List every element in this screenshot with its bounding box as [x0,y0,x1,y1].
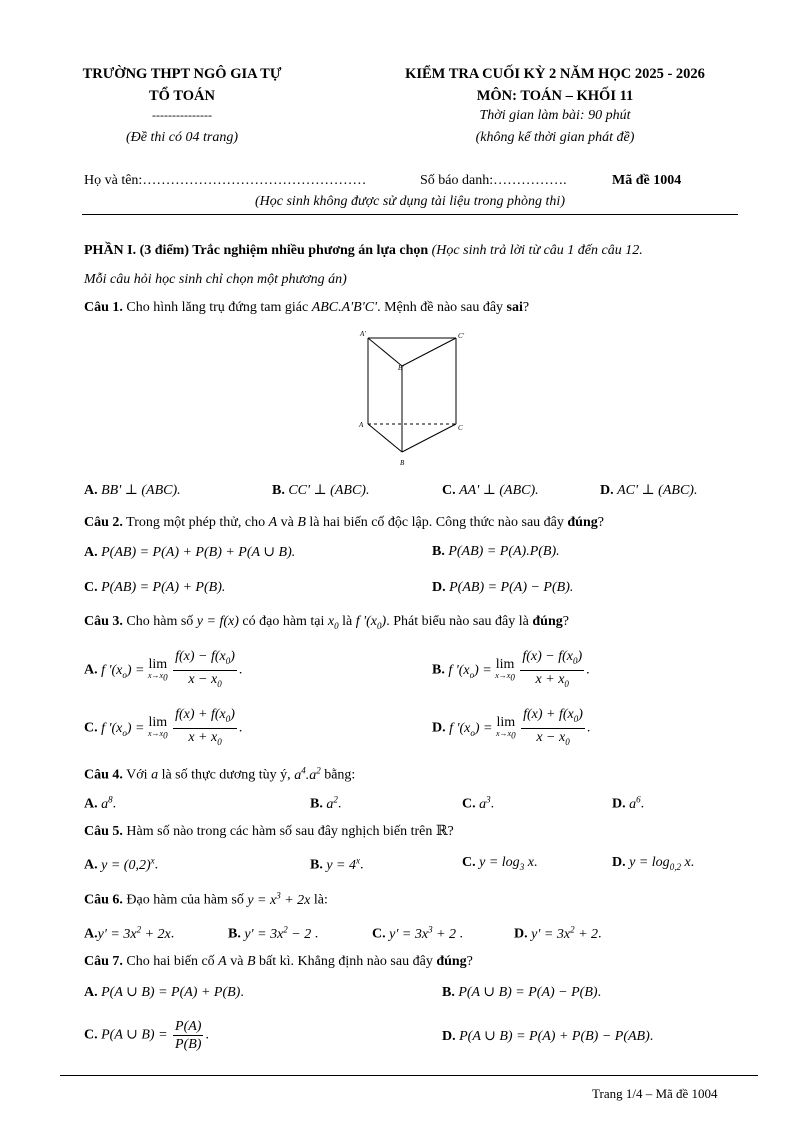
q5-option-c[interactable]: C. $y = \log_3 x$. [462,855,538,872]
q6-option-a[interactable]: $A.y' = 3x^2 + 2x$. [84,924,175,942]
question-7 [84,954,473,970]
q1-prism: ABC.A'B'C' [311,300,378,315]
part1-instruction-2: Mỗi câu hỏi học sinh chỉ chọn một phương án) [84,272,347,287]
label-b: B [400,459,405,467]
q7-label: Câu 7. [84,954,123,969]
option-letter: C. [462,796,476,812]
part1-heading [84,243,643,259]
q4-expression: $a^4.a^2$ [294,765,321,783]
q3-option-d[interactable]: D. f '$(x_o)$ = lim $x\to x_0$ $\frac{f(x) + f(x_0)}{x - x_0}$ . [432,707,591,747]
q3-option-c[interactable]: C. f '$(x_o)$ = lim $x\to x_0$ $\frac{f(x) + f(x_0)}{x + x_0}$ . [84,707,243,747]
option-letter: B. [310,796,323,812]
q1-option-a[interactable] [84,482,181,499]
option-text: P(AB) = P(A).P(B). [448,544,560,559]
q7-option-a[interactable]: A. P(A ∪ B) = P(A) + P(B). [84,985,244,1000]
q2-option-c[interactable] [84,580,225,596]
q3-label: Câu 3. [84,614,123,629]
header-dashes: --------------- [152,108,212,122]
option-letter: D. [612,855,626,870]
q1-option-b[interactable] [272,482,369,499]
option-letter: A. [84,545,98,560]
q7-text-a: Cho hai biến cố [126,954,215,969]
option-letter: A. [84,985,98,1000]
q5-set: ℝ [435,823,448,839]
label-a1: A' [360,330,366,338]
option-text: P(AB) = P(A) + P(B) + P(A ∪ B). [101,545,296,560]
question-2 [84,515,604,531]
option-letter: A. [84,662,98,678]
question-6 [84,890,328,909]
q3-option-a[interactable]: A. f '$(x_o)$ = lim $x\to x_0$ $\frac{f(x) - f(x_0)}{x - x_0}$ . [84,649,243,689]
q4-option-a[interactable]: A. $a^8$. [84,794,117,812]
label-a: A [359,421,364,429]
option-letter: B. [272,483,285,498]
q1-option-d[interactable] [600,482,697,499]
exam-code: Mã đề 1004 [612,173,682,188]
option-letter: B. [432,662,445,678]
q5-end: ? [447,824,454,839]
q6-label: Câu 6. [84,892,123,908]
no-materials-note: (Học sinh không được sử dụng tài liệu trong phòng thi) [255,194,565,209]
option-letter: A. [84,483,98,498]
option-text: P(AB) = P(A) + P(B). [101,580,226,595]
exam-time-note: (không kể thời gian phát đề) [475,130,635,145]
q2-var-b: B [297,515,306,530]
prism-figure [340,326,480,474]
q5-option-d[interactable]: D. $y = \log_{0,2} x$. [612,855,695,872]
q3-option-b[interactable]: B. f '$(x_o)$ = lim $x\to x_0$ $\frac{f(x) - f(x_0)}{x + x_0}$ . [432,649,590,689]
q6-option-d[interactable]: D. $y' = 3x^2 + 2$. [514,924,602,942]
question-1 [84,300,529,316]
q7-option-d[interactable]: D. P(A ∪ B) = P(A) + P(B) − P(AB). [442,1029,654,1044]
option-text: P(AB) = P(A) − P(B). [449,580,574,595]
q3-text-c: là [342,614,353,629]
q2-text-a: Trong một phép thử, cho [126,515,266,530]
q5-option-a[interactable]: A. $y = (0,2)^x$. [84,855,159,873]
option-letter: C. [84,1027,98,1043]
q4-text-b: là số thực dương tùy ý, [161,767,291,783]
option-letter: C. [372,926,386,942]
q1-text-b: . Mệnh đề nào sau đây [377,300,504,315]
q3-text-b: có đạo hàm tại [242,614,325,629]
q2-option-a[interactable] [84,544,295,561]
q2-text-b: và [280,515,294,530]
option-letter: C. [442,483,456,498]
q4-label: Câu 4. [84,767,123,783]
option-letter: B. [442,985,455,1000]
option-letter: D. [432,720,446,736]
q5-option-b[interactable]: B. $y = 4^x$. [310,855,364,873]
q3-text-a: Cho hàm số [126,614,194,629]
question-5 [84,823,454,840]
q2-emph: đúng [567,515,598,530]
q2-var-a: A [268,515,278,530]
q2-option-b[interactable] [432,544,560,560]
option-letter: C. [84,580,98,595]
student-name-field: Họ và tên:………………………………………… [84,173,367,188]
q7-option-c[interactable]: C. P(A ∪ B) = $\frac{P(A)}{P(B)}$ . [84,1019,209,1052]
question-4 [84,765,355,784]
q5-label: Câu 5. [84,824,123,839]
q4-text-a: Với [126,767,148,783]
q3-derivative: f '$(x_0)$ [355,614,387,631]
option-text: CC' ⊥ (ABC). [288,483,370,498]
q5-text: Hàm số nào trong các hàm số sau đây nghịch biến trên [126,824,433,839]
q2-text-d: ? [597,515,604,530]
student-id-field: Số báo danh:……………. [420,173,567,188]
option-letter: D. [612,796,626,812]
q1-label: Câu 1. [84,300,123,315]
option-letter: B. [228,926,241,942]
option-letter: A. [84,857,98,873]
label-b1: B' [398,364,404,372]
q2-option-d[interactable] [432,580,573,596]
q6-option-c[interactable]: C. $y' = 3x^3 + 2$ . [372,924,464,942]
option-letter: D. [514,926,528,942]
option-letter: C. [462,855,476,870]
edge-ab [368,424,402,452]
q1-text-c: ? [522,300,530,315]
option-letter: B. [310,857,323,873]
edge-a1b1 [368,338,402,366]
option-letter: D. [442,1029,456,1044]
q6-end: là: [313,892,328,908]
exam-title: KIỂM TRA CUỐI KỲ 2 NĂM HỌC 2025 - 2026 [405,66,705,82]
q7-emph: đúng [436,954,467,969]
q6-text: Đạo hàm của hàm số [126,892,244,908]
option-letter: B. [432,544,445,559]
q7-var-a: A [218,954,227,969]
option-letter: D. [600,483,614,498]
q3-text-e: ? [562,614,569,629]
exam-time: Thời gian làm bài: 90 phút [479,108,631,123]
q2-text-c: là hai biến cố độc lập. Công thức nào sau đây [309,515,564,530]
q3-func: y = f(x) [196,614,239,629]
edge-b1c1 [402,338,456,366]
label-c1: C' [458,332,465,340]
q1-text-a: Cho hình lăng trụ đứng tam giác [126,300,309,315]
part1-title: PHẦN I. (3 điểm) Trắc nghiệm nhiều phương án lựa chọn [84,243,429,258]
option-text: BB' ⊥ (ABC). [101,483,181,498]
q3-point: $x_0$ [327,614,339,631]
q7-option-b[interactable]: B. P(A ∪ B) = P(A) − P(B). [442,985,602,1000]
q2-label: Câu 2. [84,515,123,530]
edge-bc [402,424,456,452]
label-c: C [458,424,463,432]
q1-emph: sai [506,300,523,315]
q4-text-c: bằng: [324,767,356,783]
q6-option-b[interactable]: B. $y' = 3x^2 - 2$ . [228,924,319,942]
q6-function: $y = x^3 + 2x$ [247,890,311,908]
page-footer: Trang 1/4 – Mã đề 1004 [592,1086,718,1101]
q1-option-c[interactable] [442,482,539,499]
q4-option-c[interactable]: C. $a^3$. [462,794,495,812]
q7-text-c: bất kì. Khẳng định nào sau đây [259,954,433,969]
option-letter: D. [432,580,446,595]
pages-note: (Đề thi có 04 trang) [126,130,238,145]
q4-option-b[interactable]: B. $a^2$. [310,794,342,812]
department-name: TỔ TOÁN [149,88,215,104]
q3-text-d: . Phát biểu nào sau đây là [386,614,529,629]
option-letter: A. [84,796,98,812]
option-letter: A. [84,926,98,942]
q7-var-b: B [246,954,256,969]
q3-emph: đúng [532,614,563,629]
footer-divider [60,1075,758,1076]
option-letter: C. [84,720,98,736]
question-3 [84,614,569,631]
option-text: AA' ⊥ (ABC). [459,483,539,498]
part1-instruction-1: (Học sinh trả lời từ câu 1 đến câu 12. [431,243,643,258]
q4-option-d[interactable]: D. $a^6$. [612,794,645,812]
school-name: TRƯỜNG THPT NGÔ GIA TỰ [82,66,282,82]
header-divider [82,214,738,215]
exam-subject: MÔN: TOÁN – KHỐI 11 [476,88,634,104]
option-text: AC' ⊥ (ABC). [617,483,698,498]
q4-var: a [151,767,159,783]
q7-text-d: ? [466,954,473,969]
q7-text-b: và [230,954,244,969]
